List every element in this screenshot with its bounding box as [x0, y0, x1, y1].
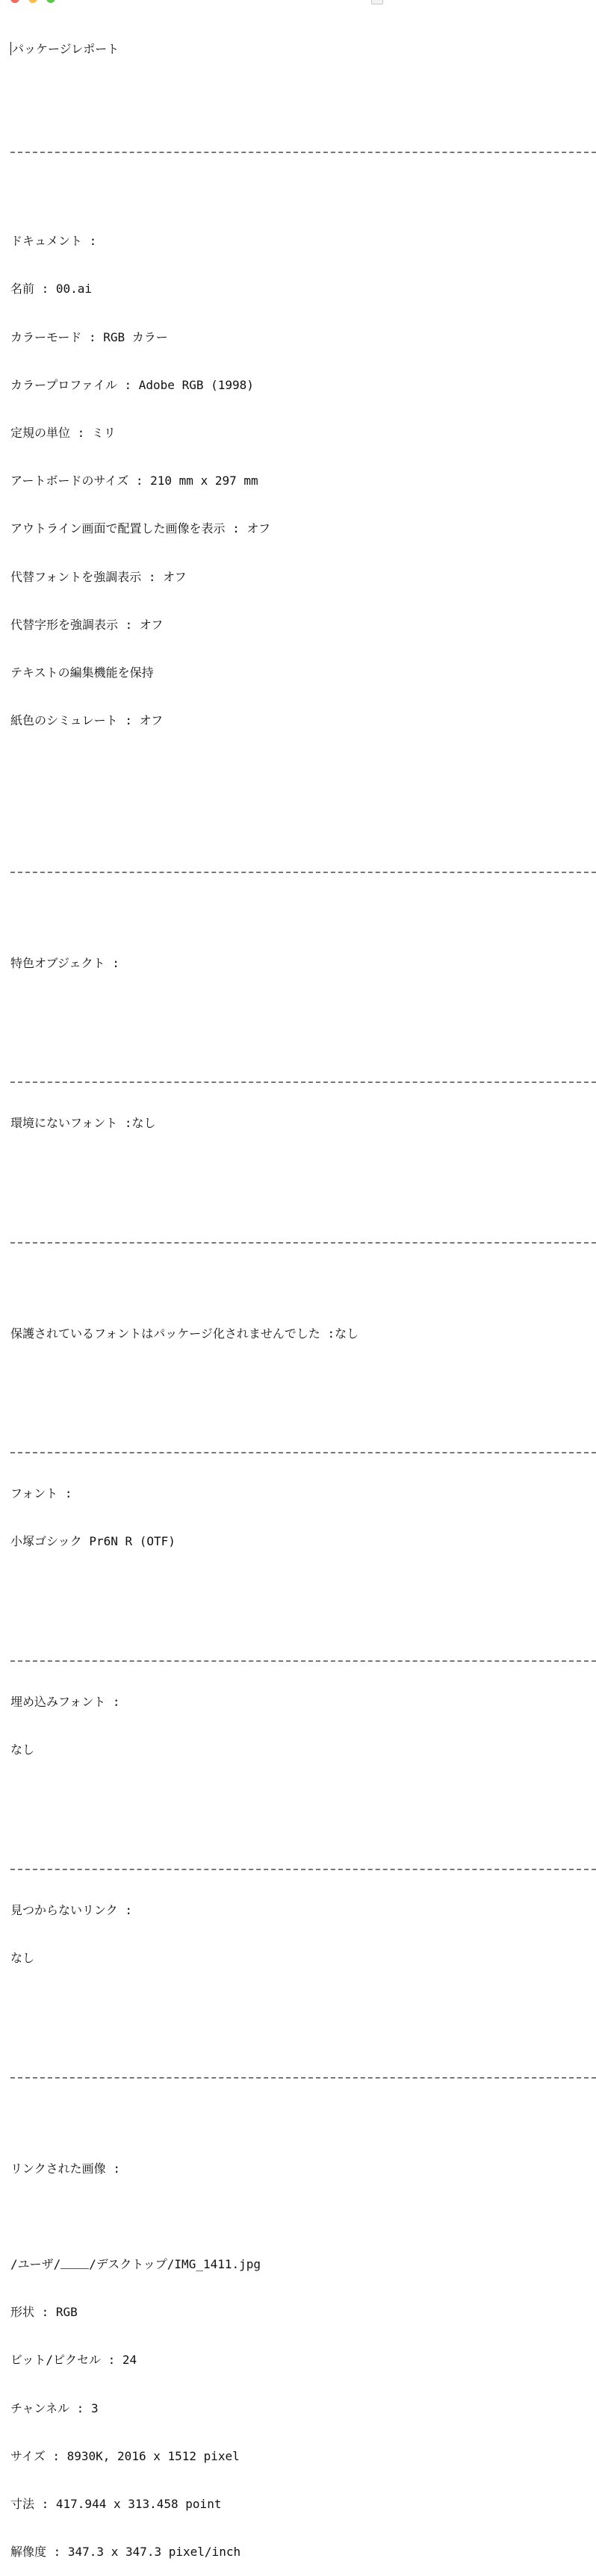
blank-line	[10, 2014, 596, 2030]
section-divider	[10, 2062, 596, 2079]
missing-links-value: なし	[10, 1951, 35, 1966]
preserve-text-editability: テキストの編集機能を保持	[10, 665, 154, 680]
blank-line	[10, 1806, 596, 1822]
blank-line	[10, 1179, 596, 1195]
color-mode: カラーモード : RGB カラー	[10, 329, 168, 344]
missing-fonts-line: 環境にないフォント :なし	[10, 1116, 156, 1131]
document-name: 名前 : 00.ai	[10, 282, 93, 297]
path-suffix: /デスクトップ/IMG_1411.jpg	[89, 2256, 261, 2271]
blank-line	[10, 2209, 596, 2224]
report-title: パッケージレポート	[12, 41, 119, 56]
embedded-fonts-value: なし	[10, 1742, 35, 1757]
simulate-paper-color: 紙色のシミュレート : オフ	[10, 713, 164, 728]
font-name: 小塚ゴシック Pr6N R (OTF)	[10, 1534, 176, 1549]
package-report-document[interactable]	[10, 9, 596, 2576]
blank-line	[10, 1389, 596, 1405]
embedded-fonts-heading: 埋め込みフォント :	[10, 1695, 120, 1710]
blank-line	[10, 1019, 596, 1034]
minimize-window-icon[interactable]	[28, 0, 37, 3]
document-icon	[371, 0, 383, 4]
blank-line	[10, 2111, 596, 2129]
outline-placed-images: アウトライン画面で配置した画像を表示 : オフ	[10, 521, 270, 536]
spot-objects-heading: 特色オブジェクト :	[10, 955, 119, 970]
section-divider	[10, 1645, 596, 1662]
text-caret	[10, 42, 11, 55]
channels: チャンネル : 3	[10, 2400, 99, 2415]
blank-line	[10, 809, 596, 825]
image-size: サイズ : 8930K, 2016 x 1512 pixel	[10, 2448, 240, 2463]
protected-fonts-line: 保護されているフォントはパッケージ化されませんでした :なし	[10, 1326, 359, 1341]
bits-per-pixel: ビット/ピクセル : 24	[10, 2353, 137, 2368]
document-section	[10, 201, 596, 760]
blank-line	[10, 89, 596, 105]
section-divider	[10, 1067, 596, 1083]
image-dimensions: 寸法 : 417.944 x 313.458 point	[10, 2496, 222, 2511]
section-divider	[10, 1227, 596, 1244]
color-profile: カラープロファイル : Adobe RGB (1998)	[10, 377, 254, 392]
section-divider	[10, 1854, 596, 1870]
artboard-size: アートボードのサイズ : 210 mm x 297 mm	[10, 474, 258, 488]
blank-line	[10, 1276, 596, 1294]
close-window-icon[interactable]	[10, 0, 19, 3]
linked-images-heading: リンクされた画像 :	[10, 2161, 120, 2176]
document-heading: ドキュメント :	[10, 234, 97, 249]
path-prefix: /ユーザ/	[10, 2256, 61, 2271]
zoom-window-icon[interactable]	[46, 0, 55, 3]
highlight-substituted-fonts: 代替フォントを強調表示 : オフ	[10, 569, 187, 584]
fonts-heading: フォント :	[10, 1486, 72, 1501]
blank-line	[10, 905, 596, 923]
image-resolution: 解像度 : 347.3 x 347.3 pixel/inch	[10, 2545, 241, 2560]
redacted-username	[60, 2261, 89, 2269]
section-divider	[10, 1437, 596, 1453]
section-divider	[10, 857, 596, 873]
image-mode: 形状 : RGB	[10, 2305, 78, 2320]
report-title-line	[10, 41, 596, 57]
highlight-substituted-glyphs: 代替字形を強調表示 : オフ	[10, 617, 164, 632]
linked-image-path[interactable]	[10, 2256, 596, 2272]
blank-line	[10, 1598, 596, 1613]
window-titlebar	[0, 0, 596, 4]
missing-links-heading: 見つからないリンク :	[10, 1902, 132, 1917]
section-divider	[10, 137, 596, 153]
ruler-units: 定規の単位 : ミリ	[10, 426, 116, 441]
